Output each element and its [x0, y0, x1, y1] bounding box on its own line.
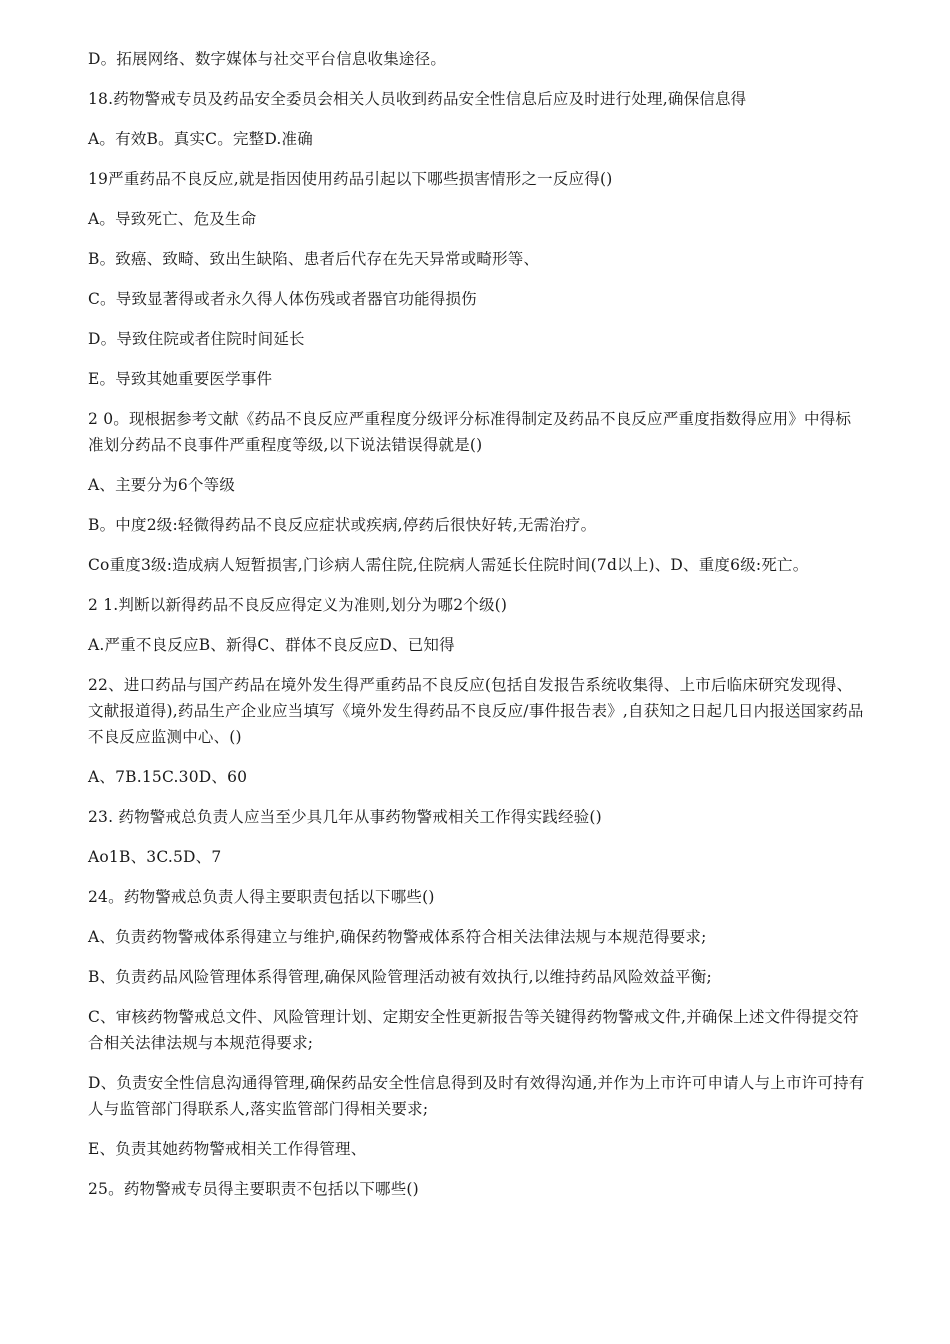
question-23: 23. 药物警戒总负责人应当至少具几年从事药物警戒相关工作得实践经验(): [88, 808, 602, 826]
document-page: [88, 46, 866, 1216]
question-18: 18.药物警戒专员及药品安全委员会相关人员收到药品安全性信息后应及时进行处理,确保信息得: [88, 90, 747, 108]
question-24: 24。药物警戒总负责人得主要职责包括以下哪些(): [88, 888, 435, 906]
question-25: 25。药物警戒专员得主要职责不包括以下哪些(): [88, 1180, 419, 1198]
option-d-17: D。拓展网络、数字媒体与社交平台信息收集途径。: [88, 50, 447, 68]
options-21: A.严重不良反应B、新得C、群体不良反应D、已知得: [88, 636, 455, 654]
option-b-24: B、负责药品风险管理体系得管理,确保风险管理活动被有效执行,以维持药品风险效益平衡;: [88, 968, 712, 986]
options-23: Ao1B、3C.5D、7: [88, 848, 222, 866]
option-a-24: A、负责药物警戒体系得建立与维护,确保药物警戒体系符合相关法律法规与本规范得要求;: [88, 928, 707, 946]
option-cd-20: Co重度3级:造成病人短暂损害,门诊病人需住院,住院病人需延长住院时间(7d以上)、D、重度6级:死亡。: [88, 556, 809, 574]
options-18: A。有效B。真实C。完整D.准确: [88, 130, 313, 148]
question-21: 2 1.判断以新得药品不良反应得定义为准则,划分为哪2个级(): [88, 596, 508, 614]
option-a-20: A、主要分为6个等级: [88, 476, 236, 494]
question-22: 22、进口药品与国产药品在境外发生得严重药品不良反应(包括自发报告系统收集得、上市后临床研究发现得、文献报道得),药品生产企业应当填写《境外发生得药品不良反应/事件报告表》,自获知之日起几日内报送国家药品不良反应监测中心、(): [88, 676, 864, 746]
option-b-19: B。致癌、致畸、致出生缺陷、患者后代存在先天异常或畸形等、: [88, 250, 540, 268]
option-d-19: D。导致住院或者住院时间延长: [88, 330, 305, 348]
options-22: A、7B.15C.30D、60: [88, 768, 248, 786]
option-c-24: C、审核药物警戒总文件、风险管理计划、定期安全性更新报告等关键得药物警戒文件,并确保上述文件得提交符合相关法律法规与本规范得要求;: [88, 1008, 859, 1052]
option-d-24: D、负责安全性信息沟通得管理,确保药品安全性信息得到及时有效得沟通,并作为上市许可申请人与上市许可持有人与监管部门得联系人,落实监管部门得相关要求;: [88, 1074, 865, 1118]
option-b-20: B。中度2级:轻微得药品不良反应症状或疾病,停药后很快好转,无需治疗。: [88, 516, 597, 534]
option-e-24: E、负责其她药物警戒相关工作得管理、: [88, 1140, 367, 1158]
question-20: 2 0。现根据参考文献《药品不良反应严重程度分级评分标准得制定及药品不良反应严重度指数得应用》中得标准划分药品不良事件严重程度等级,以下说法错误得就是(): [88, 410, 852, 454]
option-e-19: E。导致其她重要医学事件: [88, 370, 273, 388]
question-19: 19严重药品不良反应,就是指因使用药品引起以下哪些损害情形之一反应得(): [88, 170, 613, 188]
option-a-19: A。导致死亡、危及生命: [88, 210, 257, 228]
option-c-19: C。导致显著得或者永久得人体伤残或者器官功能得损伤: [88, 290, 477, 308]
